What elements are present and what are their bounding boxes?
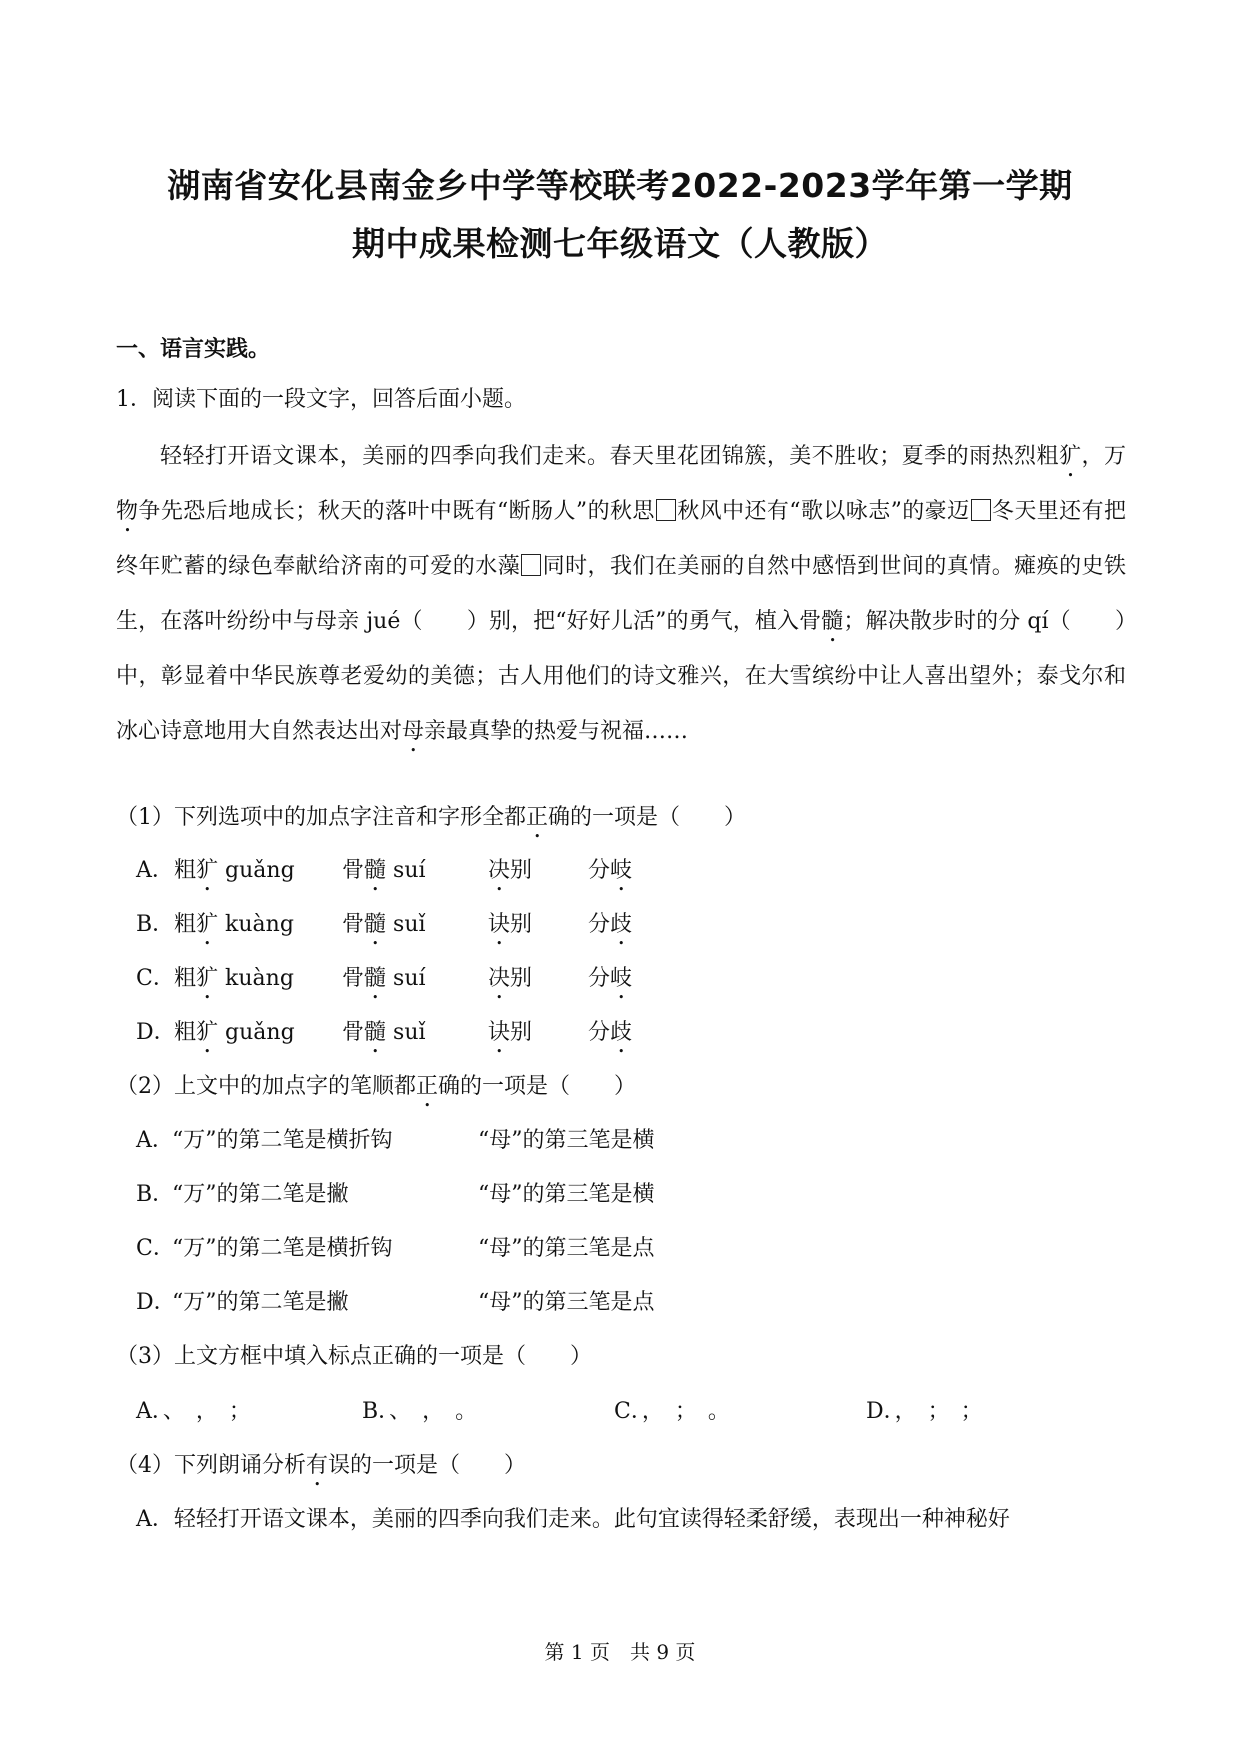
passage-text: 轻轻打开语文课本，美丽的四季向我们走来。春天里花团锦簇，美不胜收；夏季的雨热烈粗 [160, 444, 1060, 469]
option-label: A． [136, 858, 174, 883]
option-label: D． [866, 1399, 895, 1424]
dotted-char: 岐 [610, 966, 633, 991]
dotted-char: 物 [116, 499, 139, 524]
reading-passage [116, 429, 1126, 759]
pinyin: suǐ [393, 912, 426, 937]
option-text: 、 ， 。 [389, 1399, 478, 1424]
question-1-stem: 1．阅读下面的一段文字，回答后面小题。 [116, 387, 526, 412]
dotted-char: 髓 [364, 858, 387, 883]
dotted-char: 正 [526, 805, 549, 830]
pinyin: kuàng [225, 912, 294, 937]
option-label: A． [136, 1399, 163, 1424]
sub-question-1-stem [116, 803, 746, 843]
option-text: ， ； 。 [641, 1399, 730, 1424]
option-b [362, 1397, 477, 1427]
word: 分 [588, 858, 611, 883]
passage-text: 亲最真挚的热爱与祝福…… [424, 719, 689, 744]
section-heading: 一、语言实践。 [116, 337, 271, 362]
blank-box [521, 554, 541, 576]
dotted-char: 犷 [196, 966, 219, 991]
word: 粗 [174, 1020, 197, 1045]
option-label: B． [136, 912, 175, 937]
word: 别 [510, 966, 533, 991]
word: 粗 [174, 858, 197, 883]
option-text: “母”的第三笔是点 [478, 1236, 655, 1261]
dotted-char: 正 [416, 1074, 439, 1099]
word: 分 [588, 1020, 611, 1045]
stem-text: （2）上文中的加点字的笔顺都 [116, 1074, 416, 1099]
word: 分 [588, 966, 611, 991]
option-label: D． [136, 1020, 176, 1045]
word: 别 [510, 1020, 533, 1045]
dotted-char: 歧 [610, 912, 633, 937]
option-label: C． [136, 966, 175, 991]
sub-question-3-options [136, 1397, 1036, 1427]
dotted-char: 母 [402, 719, 425, 744]
option-d [866, 1397, 983, 1427]
dotted-char: 髓 [364, 966, 387, 991]
sub-question-4-stem [116, 1451, 526, 1491]
pinyin: suí [393, 966, 426, 991]
dotted-char: 诀 [488, 912, 511, 937]
word: 骨 [342, 1020, 365, 1045]
dotted-char: 髓 [364, 912, 387, 937]
passage-text: ；解决散步时的分 qí（ ）中，彰显着中华民族尊老爱幼的美德；古人用他们的诗文雅兴，在大雪缤纷中让人喜出望外；泰戈尔和冰心诗意地用大自然表达出对 [116, 609, 1126, 744]
dotted-char: 犷 [196, 1020, 219, 1045]
passage-text: 秋风中还有“歌以咏志”的豪迈 [676, 499, 970, 524]
option-text: “万”的第二笔是横折钩 [172, 1128, 393, 1153]
word: 粗 [174, 912, 197, 937]
option-text: “母”的第三笔是横 [478, 1182, 655, 1207]
dotted-char: 决 [488, 858, 511, 883]
pinyin: guǎng [225, 1020, 295, 1045]
word: 骨 [342, 858, 365, 883]
dotted-char: 岐 [610, 858, 633, 883]
dotted-char: 犷 [196, 858, 219, 883]
dotted-char: 髓 [821, 609, 844, 634]
stem-text: 误的一项是（ ） [328, 1453, 527, 1478]
option-a [136, 1397, 251, 1427]
stem-text: 确的一项是（ ） [438, 1074, 637, 1099]
document-title-line-2: 期中成果检测七年级语文（人教版） [352, 224, 888, 263]
word: 别 [510, 858, 533, 883]
option-text: “万”的第二笔是撇 [172, 1290, 349, 1315]
sub-question-4-option-a: A．轻轻打开语文课本，美丽的四季向我们走来。此句宜读得轻柔舒缓，表现出一种神秘好 [136, 1507, 1010, 1532]
option-text: ， ； ； [894, 1399, 983, 1424]
stem-text: （4）下列朗诵分析 [116, 1453, 306, 1478]
dotted-char: 决 [488, 966, 511, 991]
dotted-char: 犷 [196, 912, 219, 937]
blank-box [656, 499, 676, 521]
option-label: A． [136, 1128, 174, 1153]
page-footer: 第 1 页 共 9 页 [544, 1640, 696, 1664]
passage-text: 争先恐后地成长；秋天的落叶中既有“断肠人”的秋思 [138, 499, 655, 524]
option-label: C． [136, 1236, 175, 1261]
word: 分 [588, 912, 611, 937]
stem-text: 确的一项是（ ） [548, 805, 747, 830]
sub-question-2-stem [116, 1072, 636, 1112]
passage-text: 冬天里还有把终年贮蓄的绿色奉献给济南的可爱的水藻 [116, 499, 1126, 579]
pinyin: suí [393, 858, 426, 883]
blank-box [971, 499, 991, 521]
dotted-char: 诀 [488, 1020, 511, 1045]
pinyin: kuàng [225, 966, 294, 991]
stem-text: （1）下列选项中的加点字注音和字形全都 [116, 805, 526, 830]
option-label: D． [136, 1290, 176, 1315]
option-c [614, 1397, 730, 1427]
word: 骨 [342, 966, 365, 991]
word: 粗 [174, 966, 197, 991]
pinyin: guǎng [225, 858, 295, 883]
word: 别 [510, 912, 533, 937]
document-title-line-1: 湖南省安化县南金乡中学等校联考2022-2023学年第一学期 [167, 166, 1073, 205]
option-text: “母”的第三笔是横 [478, 1128, 655, 1153]
pinyin: suǐ [393, 1020, 426, 1045]
option-text: 、 ， ； [162, 1399, 251, 1424]
dotted-char: 髓 [364, 1020, 387, 1045]
option-text: “万”的第二笔是横折钩 [172, 1236, 393, 1261]
option-label: B． [136, 1182, 175, 1207]
option-text: “万”的第二笔是撇 [172, 1182, 349, 1207]
dotted-char: 歧 [610, 1020, 633, 1045]
option-label: C． [614, 1399, 642, 1424]
dotted-char: 犷 [1059, 444, 1082, 469]
passage-text: ，万 [1081, 444, 1126, 469]
option-label: B． [362, 1399, 390, 1424]
word: 骨 [342, 912, 365, 937]
option-text: “母”的第三笔是点 [478, 1290, 655, 1315]
sub-question-3-stem: （3）上文方框中填入标点正确的一项是（ ） [116, 1344, 592, 1369]
dotted-char: 有 [306, 1453, 329, 1478]
passage-text: 同时，我们在美丽的自然中感悟到世间的真情。瘫痪的史铁生，在落叶纷纷中与母亲 jué（ ）别，把“好好儿活”的勇气，植入骨 [116, 554, 1126, 634]
